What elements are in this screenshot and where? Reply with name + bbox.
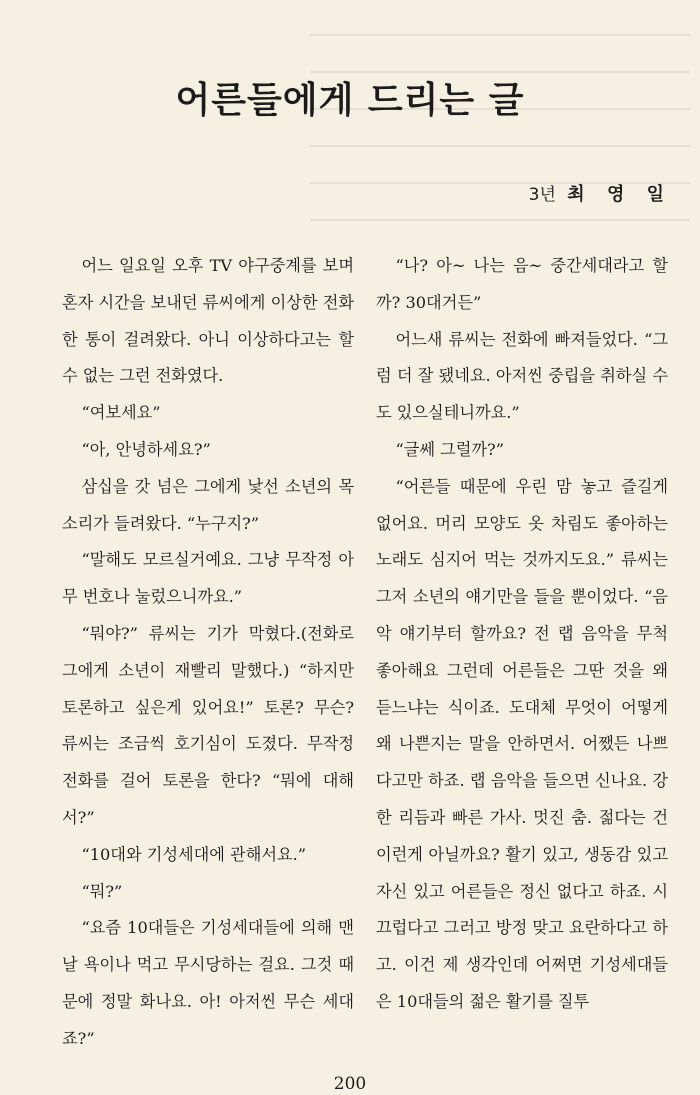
article-title: 어른들에게 드리는 글 [175, 79, 525, 122]
paragraph: “뭐야?” 류씨는 기가 막혔다.(전화로 그에게 소년이 재빨리 말했다.) “하지만 토론하고 싶은게 있어요!” 토론? 무슨? 류씨는 조금씩 호기심이 도졌다. 무작정 전화를 걸어 토론을 한다? “뭐에 대해서?” [62, 623, 354, 827]
paragraph: “나? 아~ 나는 음~ 중간세대라고 할까? 30대거든” [376, 256, 668, 312]
paragraph: 어느 일요일 오후 TV 야구중계를 보며 혼자 시간을 보내던 류씨에게 이상한 전화 한 통이 걸려왔다. 아니 이상하다고는 할 수 없는 그런 전화였다. [62, 256, 354, 386]
paragraph: 어느새 류씨는 전화에 빠져들었다. “그럼 더 잘 됐네요. 아저씬 중립을 취하실 수도 있으실테니까요.” [376, 329, 668, 423]
paragraph: “뭐?” [81, 881, 123, 901]
paragraph: “아, 안녕하세요?” [81, 439, 211, 459]
paragraph: “요즘 10대들은 기성세대들에 의해 맨날 욕이나 먹고 무시당하는 걸요. 그것 때문에 정말 화나요. 아! 아저씬 무슨 세대죠?” [62, 918, 354, 1048]
paragraph: 삼십을 갓 넘은 그에게 낯선 소년의 목소리가 들려왔다. “누구지?” [62, 476, 354, 533]
author-line [529, 180, 672, 206]
paragraph: “글쎄 그럴까?” [395, 439, 504, 459]
paragraph: “여보세요” [81, 403, 161, 423]
left-column [62, 248, 354, 1058]
right-column [376, 248, 668, 1021]
author-name: 최 영 일 [567, 184, 672, 205]
paragraph: “말해도 모르실거예요. 그냥 무작정 아무 번호나 눌렀으니까요.” [62, 550, 354, 607]
author-grade: 3년 [528, 185, 556, 205]
paragraph: “10대와 기성세대에 관해서요.” [81, 844, 307, 864]
page-number: 200 [333, 1074, 367, 1094]
paragraph: “어른들 때문에 우린 맘 놓고 즐길게 없어요. 머리 모양도 옷 차림도 좋아하는 노래도 심지어 먹는 것까지도요.” 류씨는 그저 소년의 얘기만을 들을 뿐이었다. “음악 얘기부터 할까요? 전 랩 음악을 무척 좋아해요 그런데 어른들은 그딴 것을 왜 듣느냐는 식이죠. 도대체 무엇이 어떻게 왜 나쁜지는 말을 안하면서. 어쨌든 나쁘다고만 하죠. 랩 음악을 들으면 신나요. 강한 리듬과 빠른 가사. 멋진 춤. 젊다는 건 이런게 아닐까요? 활기 있고, 생동감 있고 자신 있고 어른들은 정신 없다고 하죠. 시끄럽다고 그러고 방정 맞고 요란하다고 하고. 이건 제 생각인데 어쩌면 기성세대들은 10대들의 젊은 활기를 질투 [376, 476, 668, 1011]
